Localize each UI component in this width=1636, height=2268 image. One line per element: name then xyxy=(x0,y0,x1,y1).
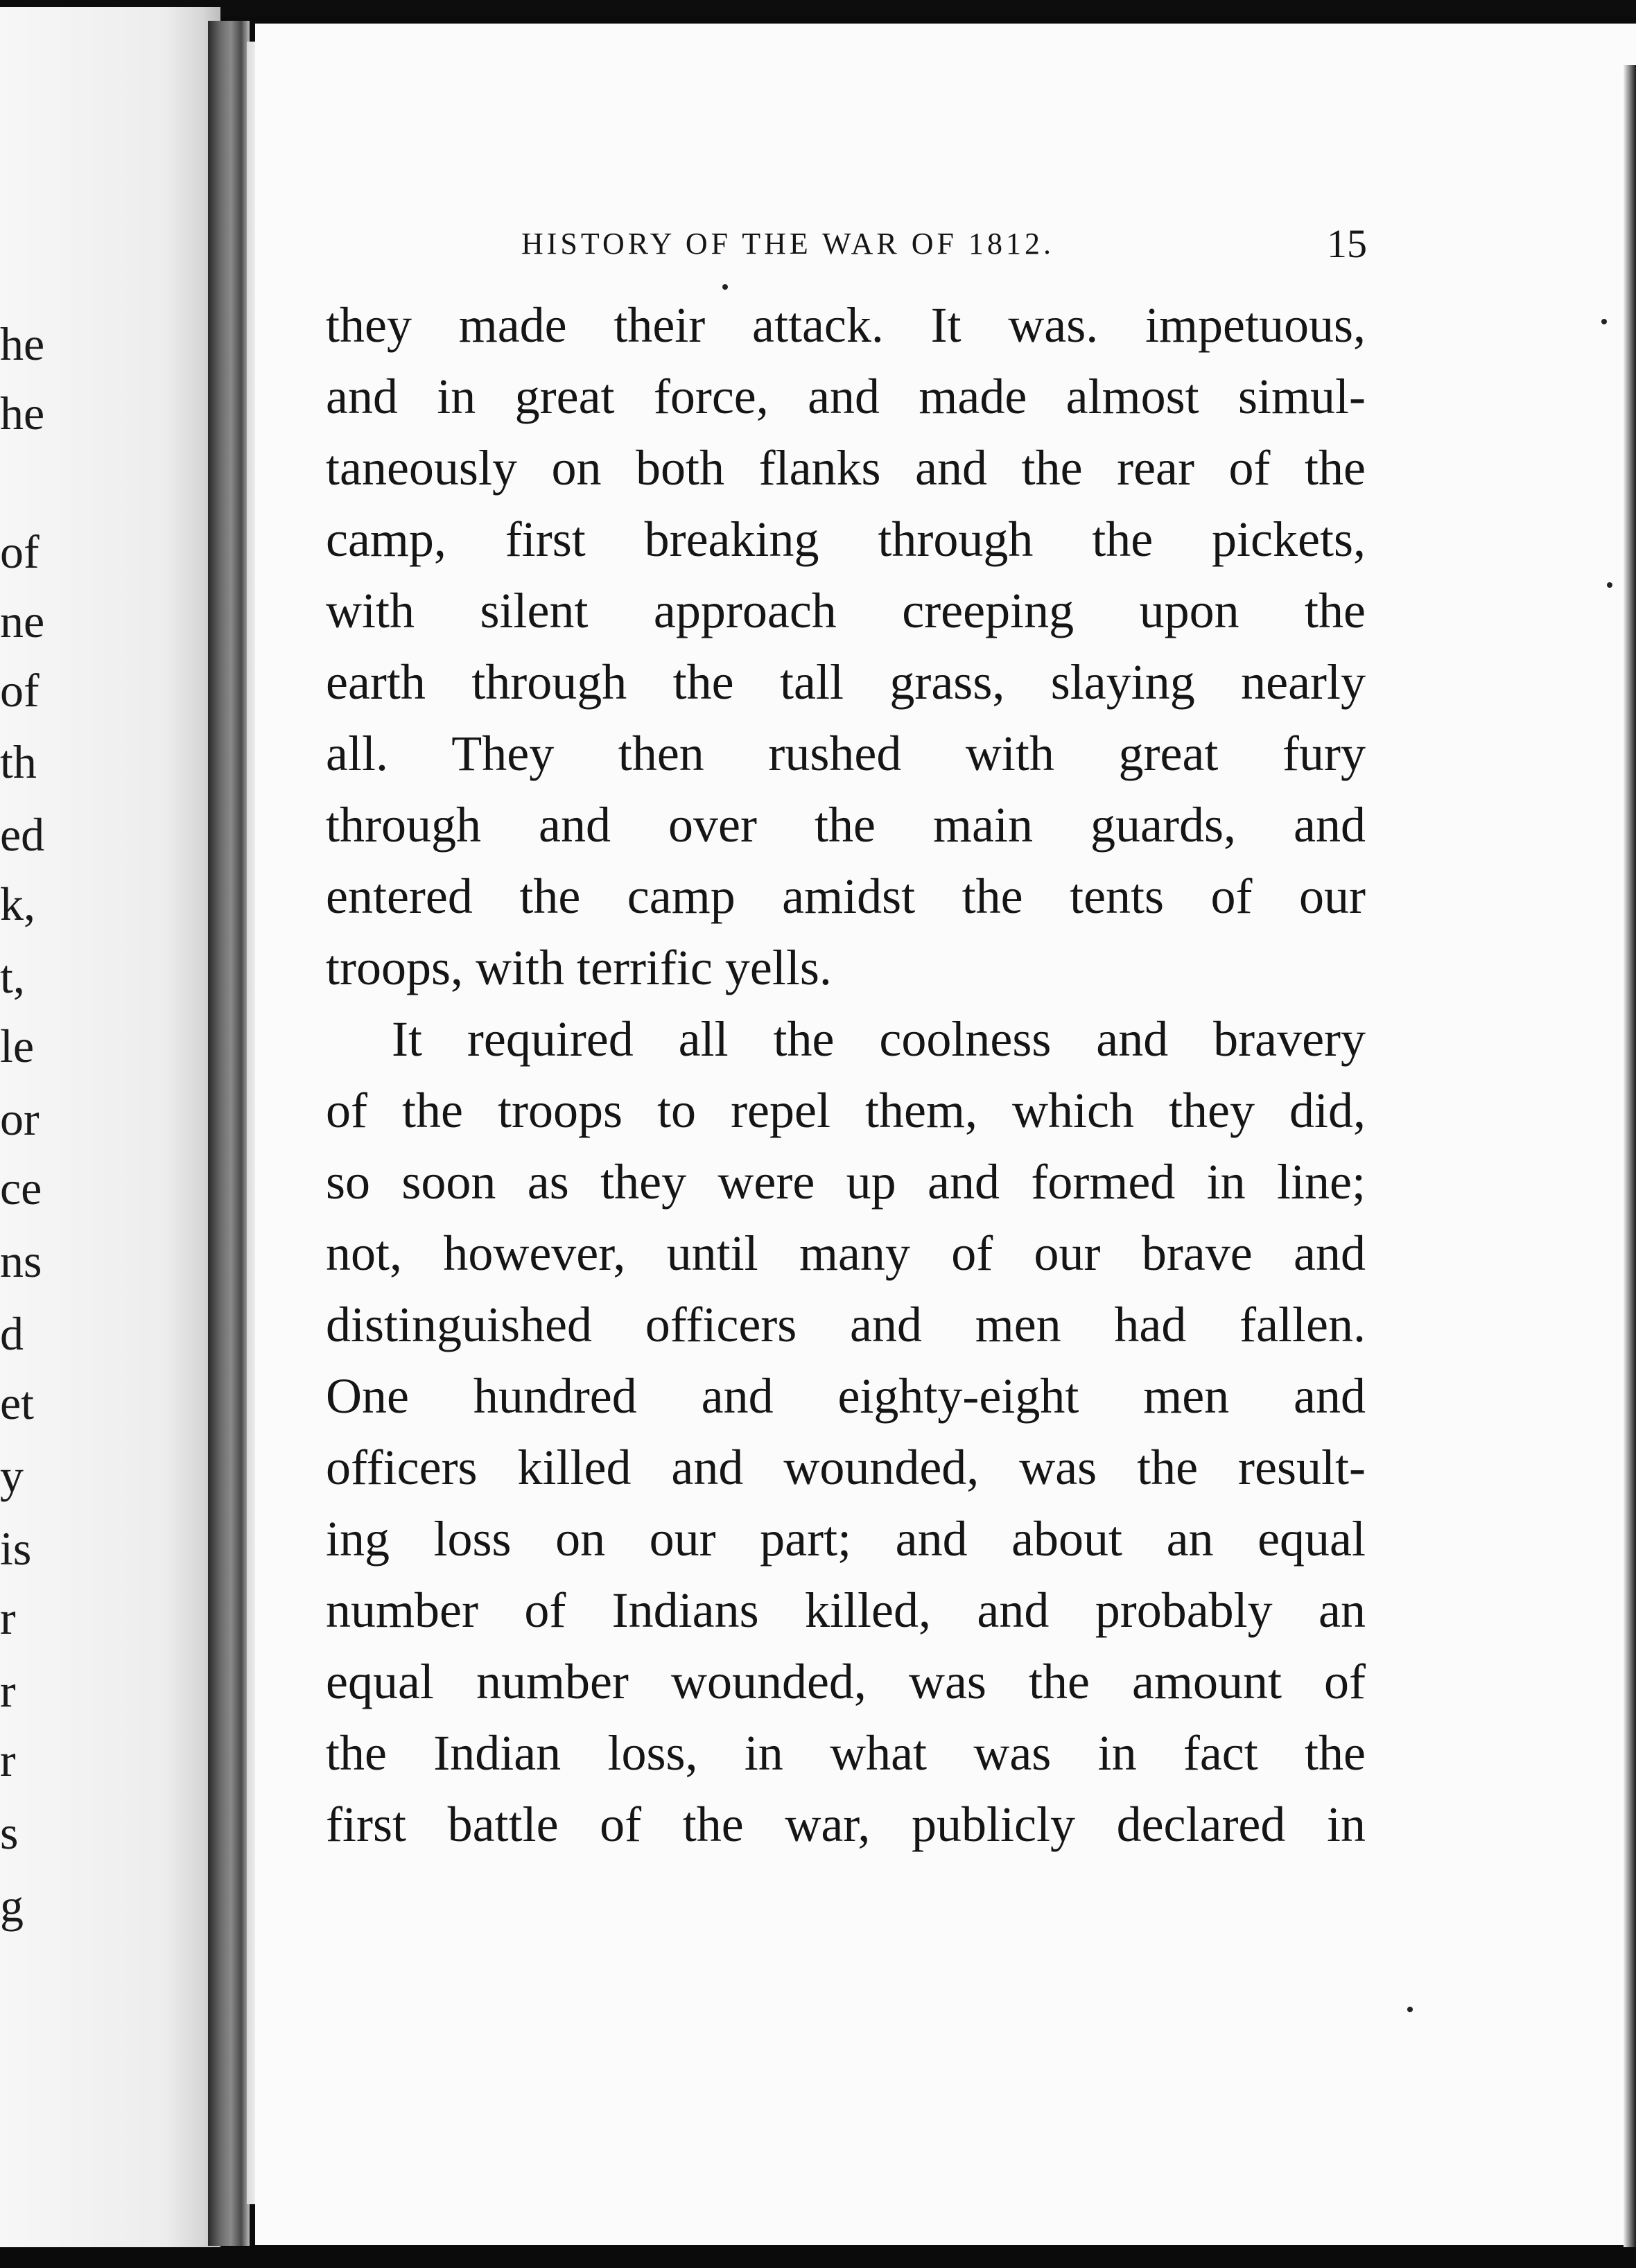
left-page-text: s xyxy=(0,1806,19,1859)
text-line: distinguished officers and men had fallen. xyxy=(326,1297,1366,1352)
text-line: entered the camp amidst the tents of our xyxy=(326,869,1366,924)
left-page-text: ce xyxy=(0,1162,42,1214)
running-head: HISTORY OF THE WAR OF 1812. xyxy=(521,227,1055,261)
text-line: with silent approach creeping upon the xyxy=(326,583,1366,638)
left-page-text: of xyxy=(0,664,40,717)
left-page-text: t, xyxy=(0,950,25,1003)
scan-bottom-border xyxy=(0,2247,1636,2268)
left-page-text: r xyxy=(0,1591,16,1644)
text-line: of the troops to repel them, which they did, xyxy=(326,1083,1366,1138)
text-line: equal number wounded, was the amount of xyxy=(326,1654,1366,1709)
text-line: number of Indians killed, and probably an xyxy=(326,1582,1366,1638)
text-line: troops, with terrific yells. xyxy=(326,940,832,995)
text-line: It required all the coolness and bravery xyxy=(392,1011,1366,1067)
book-gutter xyxy=(208,21,250,2246)
text-line: earth through the tall grass, slaying nearly xyxy=(326,654,1366,710)
left-page-text: r xyxy=(0,1664,16,1717)
text-line: officers killed and wounded, was the result- xyxy=(326,1440,1366,1495)
scan-top-border xyxy=(0,0,1636,17)
left-page-text: r xyxy=(0,1734,16,1786)
left-page-text: he xyxy=(0,317,45,370)
page-header xyxy=(521,220,1367,276)
left-page-text: k, xyxy=(0,878,35,930)
left-page-text: ed xyxy=(0,808,45,861)
left-page-text: g xyxy=(0,1879,24,1932)
left-page-text: et xyxy=(0,1377,35,1429)
text-line: One hundred and eighty-eight men and xyxy=(326,1368,1366,1424)
left-page-text: of xyxy=(0,525,40,578)
left-page-text: ne xyxy=(0,595,45,647)
scan-speck xyxy=(1407,2007,1413,2012)
text-line: taneously on both flanks and the rear of the xyxy=(326,440,1366,496)
left-page-text: ns xyxy=(0,1235,42,1287)
scan-speck xyxy=(1601,319,1607,324)
paragraph-1 xyxy=(326,290,1366,1004)
text-line: they made their attack. It was. impetuous, xyxy=(326,297,1366,353)
text-line: camp, first breaking through the pickets, xyxy=(326,512,1366,567)
scan-speck xyxy=(1607,582,1612,588)
left-page-text: th xyxy=(0,735,37,788)
text-line: not, however, until many of our brave and xyxy=(326,1225,1366,1281)
paragraph-2 xyxy=(326,1004,1366,1860)
text-line: so soon as they were up and formed in line; xyxy=(326,1154,1366,1210)
text-line: ing loss on our part; and about an equal xyxy=(326,1511,1366,1567)
text-line: the Indian loss, in what was in fact the xyxy=(326,1725,1366,1781)
page-body xyxy=(326,290,1366,1860)
page-number: 15 xyxy=(1327,221,1367,266)
page-edge-shadow xyxy=(1624,65,1636,2256)
scan-speck xyxy=(722,284,728,290)
left-page-text: le xyxy=(0,1020,35,1072)
left-page-text: or xyxy=(0,1092,40,1145)
left-page-fragment xyxy=(0,7,220,2253)
text-line: all. They then rushed with great fury xyxy=(326,726,1366,781)
left-page-text: he xyxy=(0,387,45,439)
left-page-text: is xyxy=(0,1522,32,1575)
text-line: first battle of the war, publicly declared in xyxy=(326,1797,1366,1852)
text-line: and in great force, and made almost simul- xyxy=(326,369,1366,424)
text-line: through and over the main guards, and xyxy=(326,797,1366,853)
left-page-text: y xyxy=(0,1449,24,1502)
left-page-text: d xyxy=(0,1307,24,1360)
